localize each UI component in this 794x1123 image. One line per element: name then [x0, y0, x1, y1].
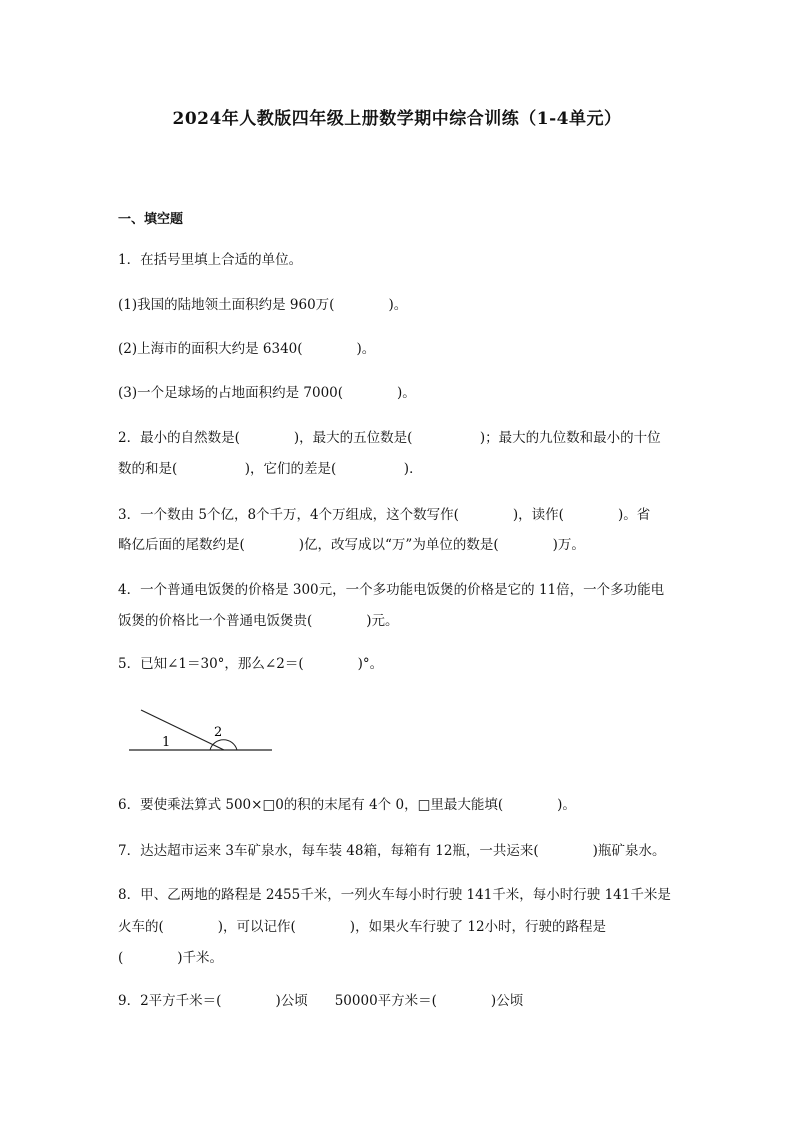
question-2-line-1: 2．最小的自然数是( )，最大的五位数是( )；最大的九位数和最小的十位: [118, 430, 661, 446]
question-6: 6．要使乘法算式 500×□0的积的末尾有 4个 0，□里最大能填( )。: [118, 797, 576, 813]
angle-2-label: 2: [214, 725, 223, 740]
question-4-line-2: 饭煲的价格比一个普通电饭煲贵( )元。: [118, 613, 399, 629]
question-1-part-2: (2)上海市的面积大约是 6340( )。: [118, 341, 376, 357]
question-9: 9．2平方千米＝( )公顷 50000平方米＝( )公顷: [118, 993, 524, 1009]
question-8-line-1: 8．甲、乙两地的路程是 2455千米，一列火车每小时行驶 141千米，每小时行驶 141千米是: [118, 887, 671, 903]
question-1-part-3: (3)一个足球场的占地面积约是 7000( )。: [118, 385, 416, 401]
slanted-line: [141, 710, 224, 750]
angle-figure: [126, 702, 276, 758]
section-heading: 一、填空题: [118, 212, 184, 227]
question-1: 1．在括号里填上合适的单位。: [118, 252, 303, 268]
question-3-line-1: 3．一个数由 5个亿，8个千万，4个万组成，这个数写作( )，读作( )。省: [118, 507, 651, 523]
question-2-line-2: 数的和是( )，它们的差是( )．: [118, 461, 423, 477]
question-7: 7．达达超市运来 3车矿泉水，每车装 48箱，每箱有 12瓶，一共运来( )瓶矿泉水。: [118, 843, 666, 859]
question-8-line-2: 火车的( )，可以记作( )，如果火车行驶了 12小时，行驶的路程是: [118, 919, 607, 935]
question-4-line-1: 4．一个普通电饭煲的价格是 300元，一个多功能电饭煲的价格是它的 11倍，一个多功能电: [118, 582, 665, 598]
angle-1-label: 1: [162, 735, 171, 750]
question-3-line-2: 略亿后面的尾数约是( )亿，改写成以“万”为单位的数是( )万。: [118, 537, 585, 553]
document-title: 2024年人教版四年级上册数学期中综合训练（1-4单元）: [172, 109, 622, 129]
question-8-line-3: ( )千米。: [118, 950, 224, 966]
question-1-part-1: (1)我国的陆地领土面积约是 960万( )。: [118, 297, 408, 313]
angle-diagram: [126, 702, 276, 758]
question-5: 5．已知∠1＝30°，那么∠2＝( )°。: [118, 656, 384, 672]
